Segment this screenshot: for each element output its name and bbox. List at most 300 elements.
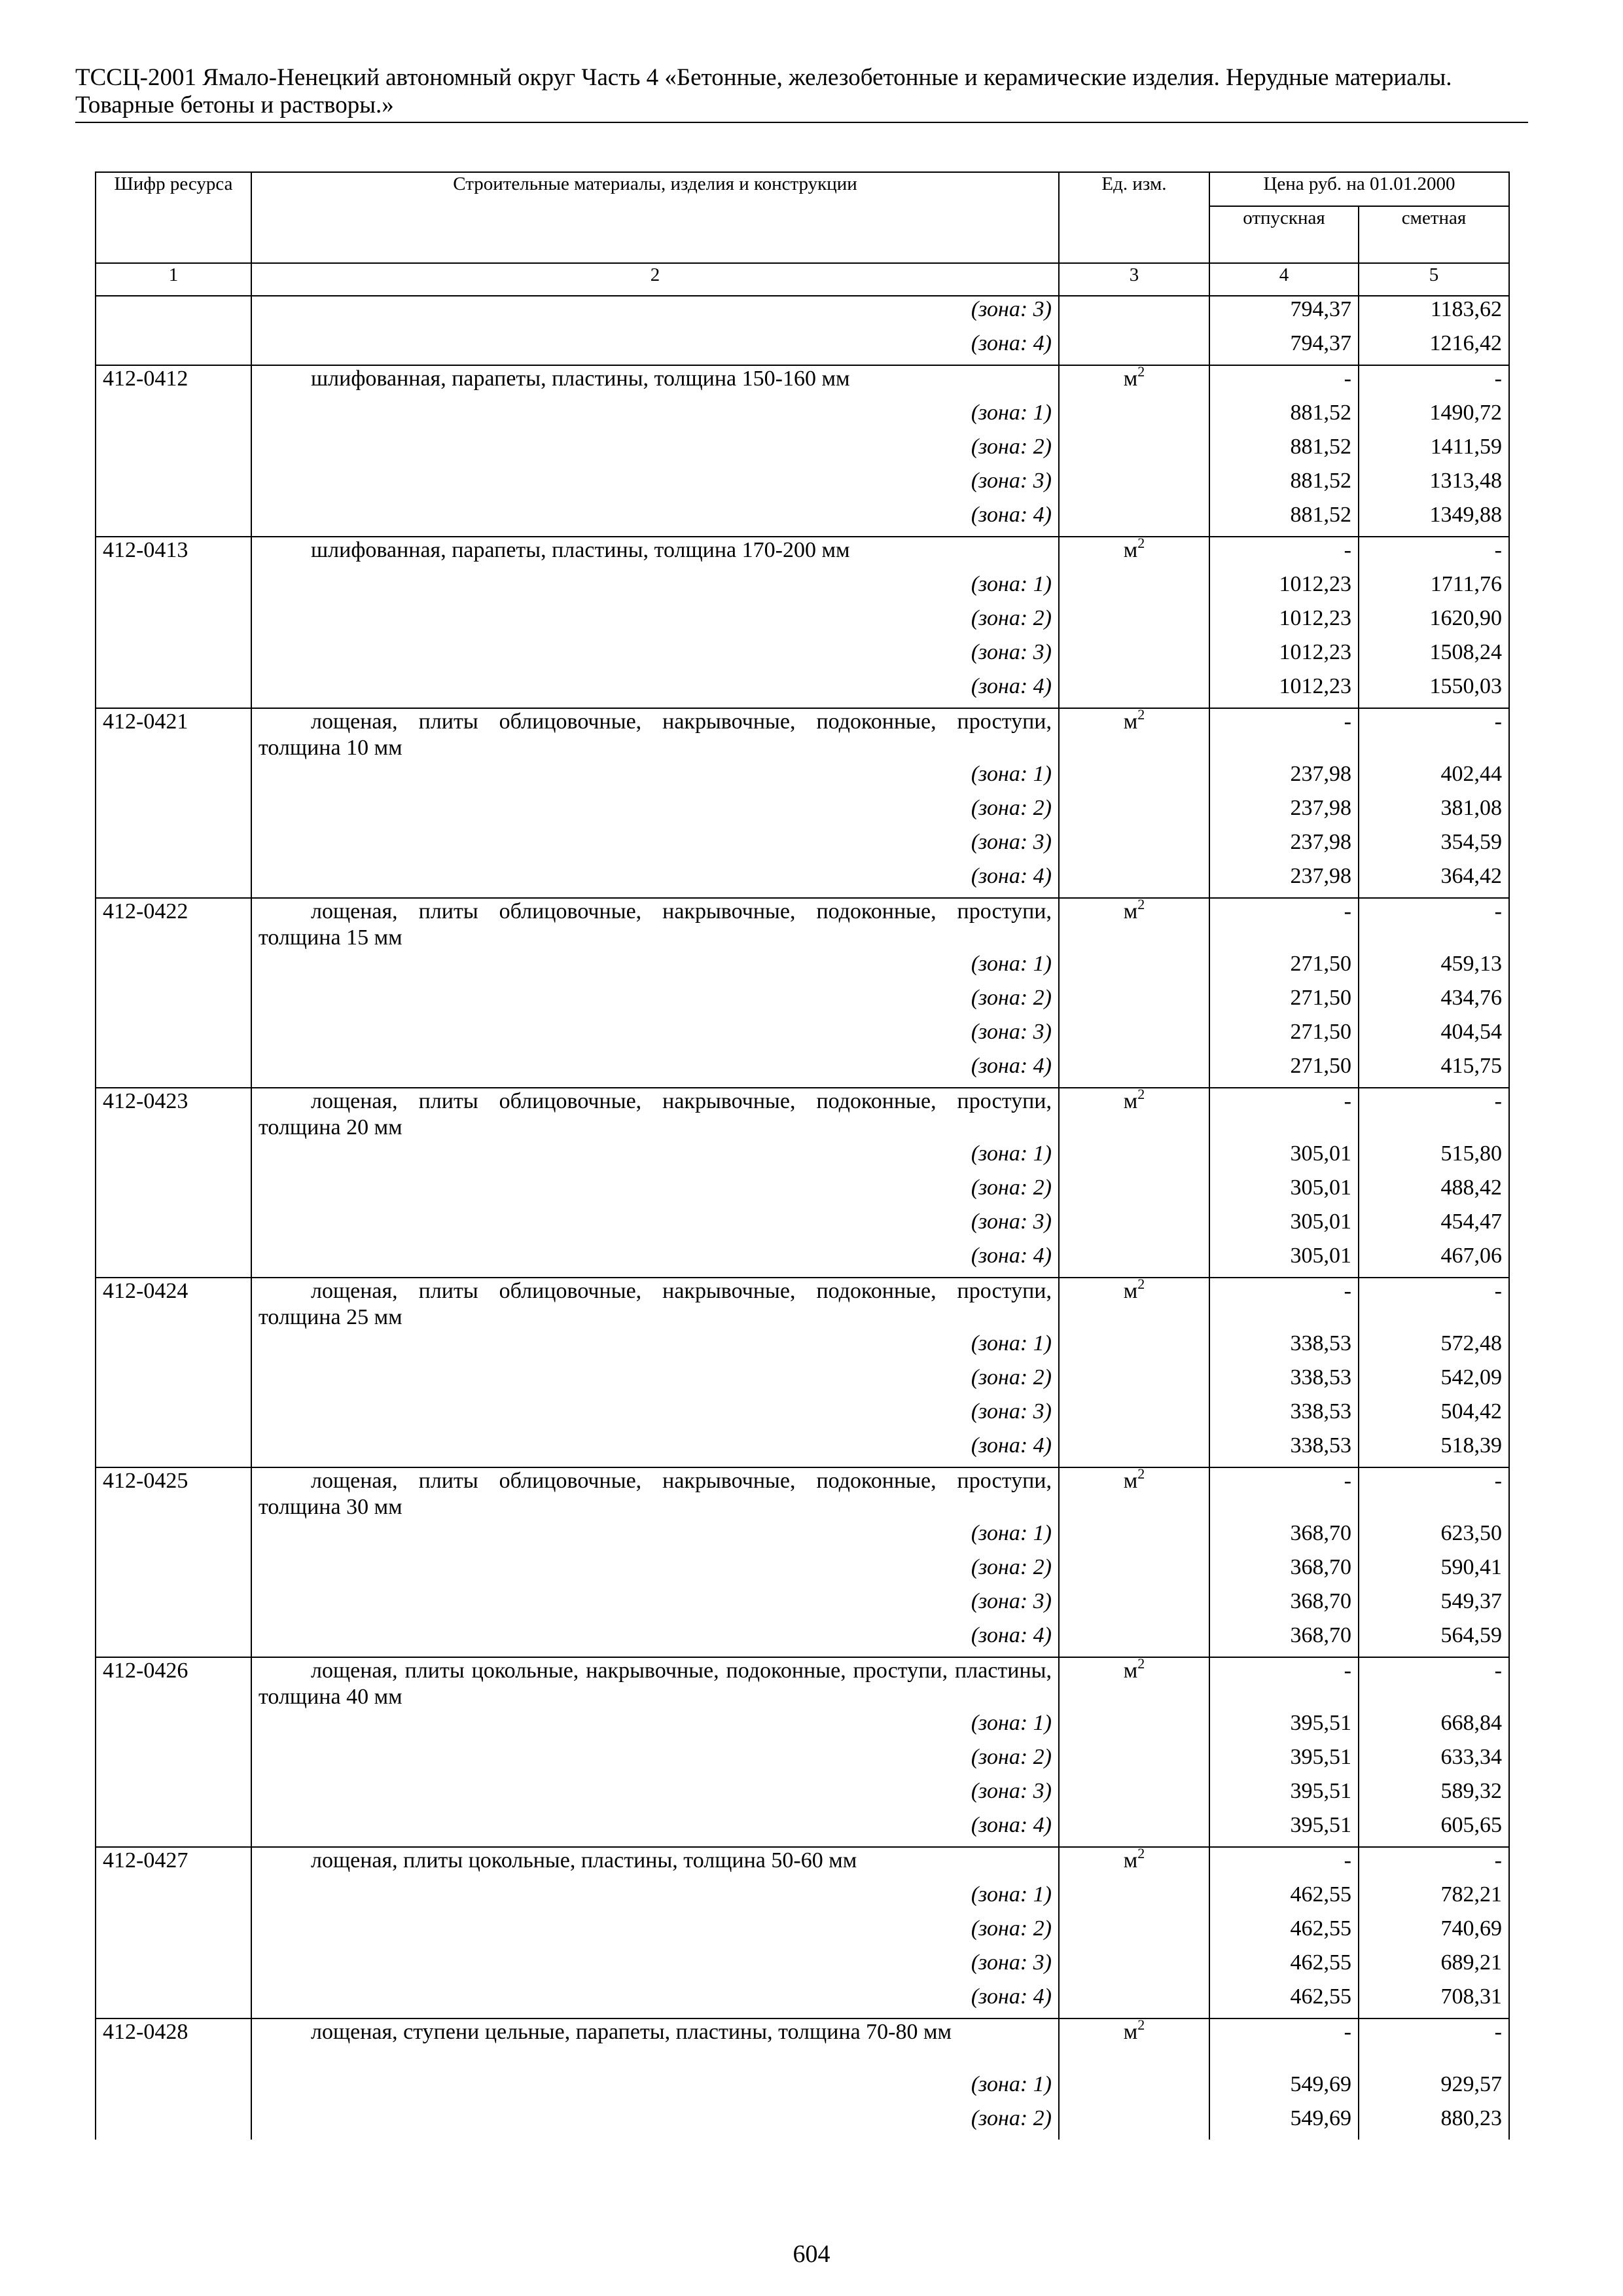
zone-row [96,863,1509,898]
zone-label: (зона: 4) [251,1053,1059,1088]
release-price: 462,55 [1209,1916,1359,1950]
estimate-price: - [1359,898,1509,951]
material-name: лощеная, плиты облицовочные, накрывочные, подоконные, проступи, толщина 20 мм [259,1089,1052,1139]
zone-row [96,571,1509,605]
zone-row [96,605,1509,639]
header-line-1: ТССЦ-2001 Ямало-Ненецкий автономный округ Часть 4 «Бетонные, железобетонные и керамические изделия. Нерудные материалы. [75,64,1452,91]
estimate-price: 689,21 [1359,1950,1509,1984]
code-cell-empty [96,951,251,985]
release-price: 881,52 [1209,434,1359,468]
code-cell-empty [96,1399,251,1433]
table-row [96,1847,1509,1882]
resource-code: 412-0421 [96,708,251,761]
zone-label: (зона: 1) [251,951,1059,985]
estimate-price: 415,75 [1359,1053,1509,1088]
release-price: 305,01 [1209,1175,1359,1209]
unit-cell-empty [1059,1554,1209,1588]
code-cell-empty [96,1882,251,1916]
release-price: 1012,23 [1209,571,1359,605]
zone-row [96,1243,1509,1278]
zone-label: (зона: 2) [251,1916,1059,1950]
release-price: 305,01 [1209,1209,1359,1243]
estimate-price: 404,54 [1359,1019,1509,1053]
estimate-price: 1313,48 [1359,468,1509,502]
page-number: 604 [793,2240,830,2268]
estimate-price: 504,42 [1359,1399,1509,1433]
zone-row [96,985,1509,1019]
header-line-2: Товарные бетоны и растворы.» [75,92,394,118]
col-header-name: Строительные материалы, изделия и конструкции [251,172,1059,263]
code-cell-empty [96,1365,251,1399]
unit-cell-empty [1059,1520,1209,1554]
release-price: 1012,23 [1209,605,1359,639]
release-price: 237,98 [1209,829,1359,863]
estimate-price: - [1359,1467,1509,1520]
resource-code: 412-0423 [96,1088,251,1141]
unit-label: м [1123,367,1138,391]
zone-label: (зона: 4) [251,1433,1059,1467]
zone-label: (зона: 2) [251,1554,1059,1588]
estimate-price: 402,44 [1359,761,1509,795]
zone-row [96,639,1509,673]
estimate-price: 454,47 [1359,1209,1509,1243]
table-row [96,1657,1509,1710]
code-cell-empty [96,1984,251,2018]
unit-cell-empty [1059,2106,1209,2140]
code-cell-empty [96,829,251,863]
code-cell-empty [96,434,251,468]
zone-row [96,1950,1509,1984]
table-row [96,365,1509,400]
zone-row [96,1365,1509,1399]
material-name-cell [251,708,1059,761]
col-header-code: Шифр ресурса [96,172,251,263]
zone-label: (зона: 4) [251,1243,1059,1278]
unit-cell [1059,1847,1209,1882]
unit-cell-empty [1059,795,1209,829]
table-row [96,1088,1509,1141]
unit-cell-empty [1059,296,1209,331]
release-price: 237,98 [1209,795,1359,829]
unit-superscript: 2 [1137,1276,1145,1292]
resource-code: 412-0422 [96,898,251,951]
release-price: - [1209,1657,1359,1710]
code-cell-empty [96,468,251,502]
estimate-price: 668,84 [1359,1710,1509,1744]
code-cell-empty [96,1554,251,1588]
release-price: 338,53 [1209,1331,1359,1365]
code-cell-empty [96,863,251,898]
release-price: 237,98 [1209,761,1359,795]
code-cell-empty [96,1744,251,1778]
zone-label: (зона: 3) [251,1399,1059,1433]
code-cell-empty [96,571,251,605]
zone-label: (зона: 3) [251,639,1059,673]
code-cell-empty [96,1433,251,1467]
resource-code: 412-0427 [96,1847,251,1882]
unit-cell-empty [1059,400,1209,434]
release-price: 368,70 [1209,1554,1359,1588]
unit-cell-empty [1059,1209,1209,1243]
release-price: 395,51 [1209,1812,1359,1847]
unit-cell-empty [1059,1175,1209,1209]
material-name: шлифованная, парапеты, пластины, толщина 150-160 мм [311,367,850,391]
unit-label: м [1123,1469,1138,1493]
estimate-price: 590,41 [1359,1554,1509,1588]
release-price: 368,70 [1209,1588,1359,1623]
estimate-price: 1620,90 [1359,605,1509,639]
zone-row [96,1520,1509,1554]
zone-label: (зона: 3) [251,829,1059,863]
material-name: лощеная, плиты облицовочные, накрывочные, подоконные, проступи, толщина 10 мм [259,709,1052,760]
code-cell-empty [96,1141,251,1175]
release-price: 881,52 [1209,502,1359,537]
release-price: 395,51 [1209,1744,1359,1778]
material-name-cell [251,1847,1059,1882]
code-cell-empty [96,1520,251,1554]
zone-row [96,1554,1509,1588]
col-number-4: 4 [1209,263,1359,296]
unit-superscript: 2 [1137,1655,1145,1672]
unit-cell [1059,365,1209,400]
code-cell-empty [96,1950,251,1984]
zone-row [96,400,1509,434]
release-price: - [1209,1847,1359,1882]
zone-label: (зона: 4) [251,1623,1059,1657]
zone-row [96,761,1509,795]
material-name: лощеная, плиты облицовочные, накрывочные, подоконные, проступи, толщина 25 мм [259,1279,1052,1329]
estimate-price: 564,59 [1359,1623,1509,1657]
zone-row [96,795,1509,829]
zone-row [96,1710,1509,1744]
unit-label: м [1123,1089,1138,1113]
release-price: 462,55 [1209,1950,1359,1984]
unit-cell-empty [1059,1778,1209,1812]
release-price: - [1209,2018,1359,2072]
zone-label: (зона: 2) [251,2106,1059,2140]
unit-cell [1059,898,1209,951]
estimate-price: 459,13 [1359,951,1509,985]
estimate-price: 1349,88 [1359,502,1509,537]
unit-cell-empty [1059,1019,1209,1053]
unit-cell-empty [1059,1984,1209,2018]
estimate-price: 740,69 [1359,1916,1509,1950]
code-cell-empty [96,1623,251,1657]
zone-label: (зона: 3) [251,1778,1059,1812]
release-price: 462,55 [1209,1882,1359,1916]
unit-superscript: 2 [1137,1086,1145,1102]
unit-cell-empty [1059,605,1209,639]
release-price: 881,52 [1209,400,1359,434]
unit-cell-empty [1059,951,1209,985]
material-name-cell [251,537,1059,571]
unit-superscript: 2 [1137,535,1145,551]
material-name: лощеная, плиты цокольные, накрывочные, подоконные, проступи, пластины, толщина 40 мм [259,1659,1052,1709]
code-cell-empty [96,296,251,331]
resource-code: 412-0428 [96,2018,251,2072]
zone-label: (зона: 1) [251,1141,1059,1175]
zone-label: (зона: 2) [251,985,1059,1019]
zone-row [96,1019,1509,1053]
estimate-price: 633,34 [1359,1744,1509,1778]
estimate-price: - [1359,537,1509,571]
col-header-price: Цена руб. на 01.01.2000 [1209,172,1509,206]
release-price: 881,52 [1209,468,1359,502]
table-row [96,898,1509,951]
zone-row [96,502,1509,537]
material-name: лощеная, плиты цокольные, пластины, толщина 50-60 мм [311,1848,857,1873]
release-price: 1012,23 [1209,673,1359,708]
release-price: - [1209,1278,1359,1331]
zone-label: (зона: 2) [251,1744,1059,1778]
release-price: 338,53 [1209,1433,1359,1467]
resource-code: 412-0412 [96,365,251,400]
code-cell-empty [96,1710,251,1744]
estimate-price: - [1359,1657,1509,1710]
release-price: 794,37 [1209,331,1359,365]
code-cell-empty [96,795,251,829]
zone-row [96,1588,1509,1623]
release-price: - [1209,365,1359,400]
zone-label: (зона: 1) [251,761,1059,795]
estimate-price: 542,09 [1359,1365,1509,1399]
estimate-price: 488,42 [1359,1175,1509,1209]
zone-row [96,1812,1509,1847]
unit-cell [1059,2018,1209,2072]
zone-label: (зона: 4) [251,1984,1059,2018]
release-price: - [1209,708,1359,761]
zone-label: (зона: 3) [251,1019,1059,1053]
unit-cell-empty [1059,2072,1209,2106]
zone-row [96,1778,1509,1812]
code-cell-empty [96,639,251,673]
code-cell-empty [96,1812,251,1847]
unit-cell-empty [1059,1882,1209,1916]
release-price: - [1209,898,1359,951]
zone-label: (зона: 2) [251,1175,1059,1209]
estimate-price: 589,32 [1359,1778,1509,1812]
unit-label: м [1123,709,1138,734]
zone-label: (зона: 2) [251,605,1059,639]
zone-row [96,951,1509,985]
release-price: 338,53 [1209,1399,1359,1433]
unit-cell-empty [1059,502,1209,537]
unit-cell-empty [1059,1365,1209,1399]
unit-cell-empty [1059,571,1209,605]
resource-code: 412-0426 [96,1657,251,1710]
unit-label: м [1123,2020,1138,2044]
zone-label: (зона: 1) [251,400,1059,434]
unit-cell-empty [1059,673,1209,708]
table-row [96,1278,1509,1331]
code-cell-empty [96,1175,251,1209]
release-price: 271,50 [1209,985,1359,1019]
zone-label: (зона: 1) [251,1520,1059,1554]
material-name: шлифованная, парапеты, пластины, толщина 170-200 мм [311,538,850,562]
unit-cell-empty [1059,1053,1209,1088]
material-name-cell [251,1278,1059,1331]
estimate-price: 782,21 [1359,1882,1509,1916]
estimate-price: 364,42 [1359,863,1509,898]
estimate-price: - [1359,708,1509,761]
zone-row [96,673,1509,708]
zone-row [96,296,1509,331]
price-table [95,171,1510,2140]
unit-superscript: 2 [1137,363,1145,380]
zone-label: (зона: 3) [251,468,1059,502]
unit-cell-empty [1059,1744,1209,1778]
estimate-price: 1183,62 [1359,296,1509,331]
unit-cell-empty [1059,1433,1209,1467]
code-cell-empty [96,2106,251,2140]
code-cell-empty [96,1331,251,1365]
zone-row [96,1433,1509,1467]
estimate-price: 1216,42 [1359,331,1509,365]
estimate-price: - [1359,1847,1509,1882]
unit-cell-empty [1059,1710,1209,1744]
col-header-unit: Ед. изм. [1059,172,1209,263]
col-header-estimate: сметная [1359,206,1509,263]
zone-row [96,434,1509,468]
release-price: 395,51 [1209,1710,1359,1744]
zone-label: (зона: 4) [251,673,1059,708]
material-name-cell [251,2018,1059,2072]
code-cell-empty [96,1243,251,1278]
release-price: 549,69 [1209,2072,1359,2106]
estimate-price: 354,59 [1359,829,1509,863]
material-name: лощеная, ступени цельные, парапеты, пластины, толщина 70-80 мм [311,2020,952,2044]
unit-cell-empty [1059,1623,1209,1657]
zone-row [96,1053,1509,1088]
unit-cell [1059,537,1209,571]
release-price: 271,50 [1209,1053,1359,1088]
release-price: 549,69 [1209,2106,1359,2140]
release-price: 462,55 [1209,1984,1359,2018]
code-cell-empty [96,400,251,434]
zone-row [96,1984,1509,2018]
zone-row [96,1175,1509,1209]
code-cell-empty [96,985,251,1019]
zone-label: (зона: 4) [251,502,1059,537]
zone-row [96,829,1509,863]
unit-cell [1059,708,1209,761]
unit-label: м [1123,538,1138,562]
unit-cell-empty [1059,331,1209,365]
document-header [75,64,1528,123]
zone-row [96,1141,1509,1175]
estimate-price: 1490,72 [1359,400,1509,434]
unit-superscript: 2 [1137,896,1145,912]
code-cell-empty [96,1019,251,1053]
zone-label: (зона: 2) [251,795,1059,829]
col-number-1: 1 [96,263,251,296]
zone-label: (зона: 1) [251,2072,1059,2106]
unit-cell-empty [1059,1243,1209,1278]
zone-label: (зона: 3) [251,296,1059,331]
table-row [96,1467,1509,1520]
table-body [96,296,1509,2140]
unit-cell-empty [1059,1141,1209,1175]
zone-row [96,1399,1509,1433]
col-number-5: 5 [1359,263,1509,296]
resource-code: 412-0424 [96,1278,251,1331]
col-header-release: отпускная [1209,206,1359,263]
material-name-cell [251,1088,1059,1141]
code-cell-empty [96,605,251,639]
code-cell-empty [96,1916,251,1950]
zone-row [96,331,1509,365]
unit-cell-empty [1059,1812,1209,1847]
release-price: 368,70 [1209,1520,1359,1554]
release-price: 271,50 [1209,1019,1359,1053]
zone-row [96,1331,1509,1365]
unit-cell-empty [1059,468,1209,502]
estimate-price: 549,37 [1359,1588,1509,1623]
unit-label: м [1123,1279,1138,1303]
estimate-price: - [1359,2018,1509,2072]
col-number-3: 3 [1059,263,1209,296]
estimate-price: 434,76 [1359,985,1509,1019]
estimate-price: 381,08 [1359,795,1509,829]
resource-code: 412-0425 [96,1467,251,1520]
col-number-2: 2 [251,263,1059,296]
zone-label: (зона: 2) [251,1365,1059,1399]
unit-cell-empty [1059,761,1209,795]
resource-code: 412-0413 [96,537,251,571]
release-price: 305,01 [1209,1243,1359,1278]
estimate-price: 572,48 [1359,1331,1509,1365]
release-price: 794,37 [1209,296,1359,331]
zone-label: (зона: 1) [251,571,1059,605]
release-price: - [1209,537,1359,571]
estimate-price: 1411,59 [1359,434,1509,468]
code-cell-empty [96,502,251,537]
unit-cell-empty [1059,1950,1209,1984]
estimate-price: 708,31 [1359,1984,1509,2018]
unit-cell-empty [1059,1916,1209,1950]
code-cell-empty [96,1778,251,1812]
estimate-price: 515,80 [1359,1141,1509,1175]
estimate-price: 1711,76 [1359,571,1509,605]
release-price: 237,98 [1209,863,1359,898]
zone-row [96,1744,1509,1778]
release-price: 305,01 [1209,1141,1359,1175]
unit-label: м [1123,899,1138,924]
zone-row [96,2106,1509,2140]
table-row [96,708,1509,761]
zone-row [96,1882,1509,1916]
release-price: 368,70 [1209,1623,1359,1657]
zone-row [96,468,1509,502]
release-price: - [1209,1088,1359,1141]
release-price: 395,51 [1209,1778,1359,1812]
unit-label: м [1123,1848,1138,1873]
unit-cell-empty [1059,434,1209,468]
material-name: лощеная, плиты облицовочные, накрывочные, подоконные, проступи, толщина 15 мм [259,899,1052,950]
code-cell-empty [96,1053,251,1088]
unit-superscript: 2 [1137,706,1145,723]
zone-label: (зона: 3) [251,1588,1059,1623]
table-row [96,2018,1509,2072]
material-name-cell [251,365,1059,400]
unit-superscript: 2 [1137,2017,1145,2033]
code-cell-empty [96,331,251,365]
release-price: 1012,23 [1209,639,1359,673]
estimate-price: 518,39 [1359,1433,1509,1467]
material-name: лощеная, плиты облицовочные, накрывочные, подоконные, проступи, толщина 30 мм [259,1469,1052,1519]
zone-row [96,1916,1509,1950]
estimate-price: - [1359,1088,1509,1141]
